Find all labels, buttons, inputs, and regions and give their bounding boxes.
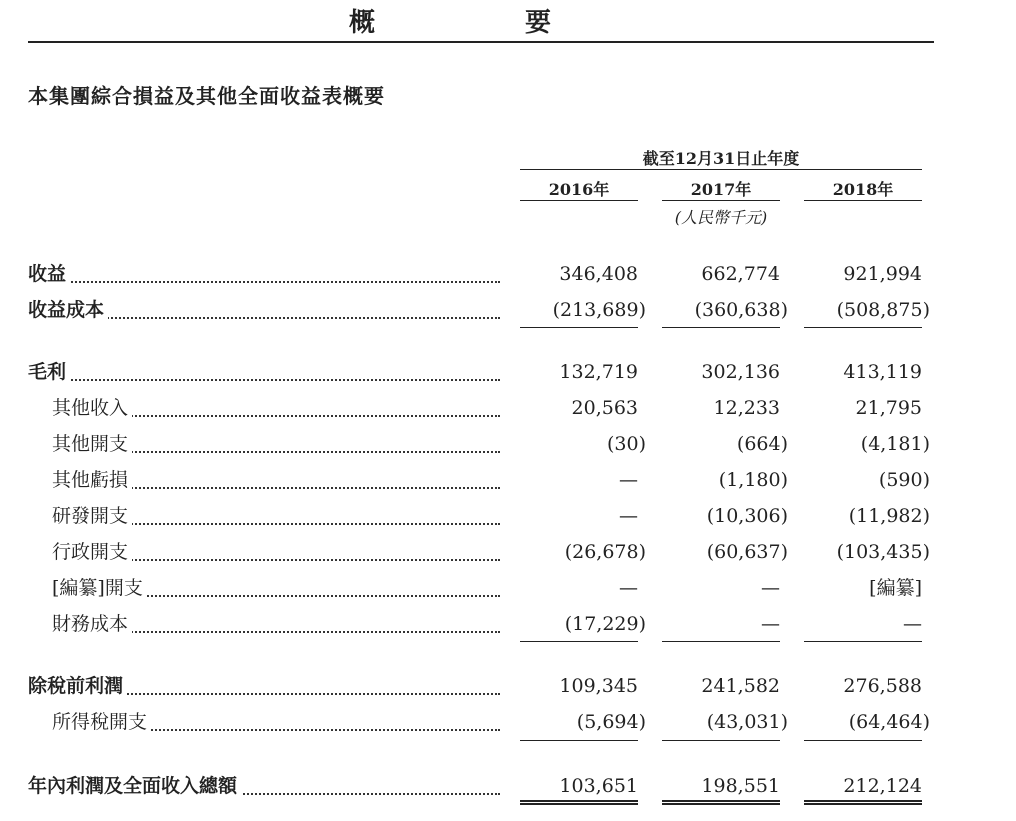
- cell-value-text: (5,694): [576, 711, 646, 733]
- leader-dots: [28, 379, 500, 381]
- subtotal-rule: [520, 641, 638, 642]
- subtotal-rule: [520, 740, 638, 741]
- cell-value: [804, 357, 922, 387]
- cell-value-text: (1,180): [718, 469, 788, 491]
- row-label: [52, 707, 500, 737]
- row-label-text: 年內利潤及全面收入總額: [28, 775, 241, 797]
- row-label-text: 毛利: [28, 361, 70, 383]
- cell-value: [804, 295, 930, 325]
- cell-value: [520, 357, 638, 387]
- year-header-2017: 2017年: [690, 180, 752, 199]
- cell-value: [662, 393, 780, 423]
- title-divider: [28, 41, 934, 43]
- cell-value-text: 12,233: [713, 397, 780, 419]
- cell-value: [662, 671, 780, 701]
- cell-value: [520, 295, 646, 325]
- cell-value: [520, 707, 646, 737]
- row-label-text: 其他開支: [52, 433, 132, 455]
- cell-value: [804, 573, 922, 603]
- row-label: [52, 609, 500, 639]
- cell-value-text: 212,124: [843, 775, 922, 797]
- cell-value-text: (213,689): [552, 299, 646, 321]
- row-label-text: 所得稅開支: [52, 711, 151, 733]
- row-label-text: [編纂]開支: [52, 577, 147, 599]
- cell-value: [662, 295, 788, 325]
- cell-value: [804, 429, 930, 459]
- row-label-text: 其他收入: [52, 397, 132, 419]
- cell-value-text: 241,582: [701, 675, 780, 697]
- row-label: [52, 393, 500, 423]
- cell-value-text: 302,136: [701, 361, 780, 383]
- year-header-2018: 2018年: [832, 180, 894, 199]
- cell-value: [520, 259, 638, 289]
- cell-value-text: (26,678): [564, 541, 646, 563]
- cell-value: [520, 671, 638, 701]
- cell-value-text: (64,464): [848, 711, 930, 733]
- row-label: [52, 501, 500, 531]
- total-double-rule: [520, 800, 638, 805]
- table-row: [0, 707, 1016, 737]
- cell-value: [804, 671, 922, 701]
- subtotal-rule: [804, 740, 922, 741]
- cell-value: [662, 465, 788, 495]
- cell-value: [662, 259, 780, 289]
- subtotal-rule: [804, 641, 922, 642]
- cell-value: [662, 429, 788, 459]
- cell-value-text: 132,719: [559, 361, 638, 383]
- cell-value-text: —: [903, 613, 922, 635]
- subtotal-rule: [662, 740, 780, 741]
- table-row: [0, 393, 1016, 423]
- row-label: [28, 295, 500, 325]
- cell-value: [662, 771, 780, 801]
- row-label-text: 其他虧損: [52, 469, 132, 491]
- row-label: [28, 771, 500, 801]
- table-row: [0, 573, 1016, 603]
- cell-value-text: 662,774: [701, 263, 780, 285]
- cell-value: [662, 609, 780, 639]
- subtotal-rule: [662, 641, 780, 642]
- cell-value-text: (664): [736, 433, 788, 455]
- row-label-text: 除稅前利潤: [28, 675, 127, 697]
- page-title: 概 要: [348, 8, 613, 38]
- total-double-rule: [662, 800, 780, 805]
- cell-value-text: (10,306): [706, 505, 788, 527]
- unit-label: (人民幣千元): [674, 208, 768, 227]
- table-row: [0, 357, 1016, 387]
- leader-dots: [28, 281, 500, 283]
- table-row: [0, 465, 1016, 495]
- table-row: [0, 671, 1016, 701]
- cell-value-text: (17,229): [564, 613, 646, 635]
- cell-value-text: 20,563: [571, 397, 638, 419]
- cell-value-text: 109,345: [559, 675, 638, 697]
- cell-value: [804, 259, 922, 289]
- cell-value-text: (60,637): [706, 541, 788, 563]
- cell-value-text: (30): [606, 433, 646, 455]
- subtotal-rule: [804, 327, 922, 328]
- subtotal-rule: [662, 327, 780, 328]
- cell-value: [662, 537, 788, 567]
- row-label-text: 財務成本: [52, 613, 132, 635]
- subtotal-rule: [520, 327, 638, 328]
- cell-value: [804, 707, 930, 737]
- period-header-rule: [520, 169, 922, 170]
- row-label: [52, 573, 500, 603]
- table-row: [0, 259, 1016, 289]
- cell-value-text: (590): [878, 469, 930, 491]
- cell-value: [804, 771, 922, 801]
- cell-value-text: —: [619, 505, 638, 527]
- cell-value-text: 103,651: [559, 775, 638, 797]
- row-label-text: 行政開支: [52, 541, 132, 563]
- row-label: [52, 429, 500, 459]
- cell-value: [520, 771, 638, 801]
- cell-value-text: (103,435): [836, 541, 930, 563]
- cell-value-text: 276,588: [843, 675, 922, 697]
- cell-value: [520, 537, 646, 567]
- table-row: [0, 295, 1016, 325]
- row-label-text: 收益成本: [28, 299, 108, 321]
- row-label: [28, 671, 500, 701]
- total-double-rule: [804, 800, 922, 805]
- cell-value-text: —: [619, 577, 638, 599]
- table-row: [0, 771, 1016, 801]
- cell-value-text: 921,994: [843, 263, 922, 285]
- row-label: [28, 259, 500, 289]
- year-rule: [520, 200, 638, 201]
- cell-value: [804, 609, 922, 639]
- row-label: [52, 465, 500, 495]
- cell-value: [662, 707, 788, 737]
- year-rule: [662, 200, 780, 201]
- cell-value: [662, 573, 780, 603]
- row-label-text: 研發開支: [52, 505, 132, 527]
- year-header-2016: 2016年: [548, 180, 610, 199]
- row-label: [52, 537, 500, 567]
- table-row: [0, 501, 1016, 531]
- cell-value-text: —: [761, 613, 780, 635]
- cell-value: [804, 537, 930, 567]
- year-rule: [804, 200, 922, 201]
- cell-value-text: 346,408: [559, 263, 638, 285]
- cell-value-text: —: [761, 577, 780, 599]
- row-label: [28, 357, 500, 387]
- cell-value: [520, 393, 638, 423]
- cell-value-text: 413,119: [843, 361, 922, 383]
- cell-value-text: 198,551: [701, 775, 780, 797]
- row-label-text: 收益: [28, 263, 70, 285]
- cell-value-text: (360,638): [694, 299, 788, 321]
- cell-value-text: (43,031): [706, 711, 788, 733]
- cell-value: [520, 501, 638, 531]
- table-row: [0, 537, 1016, 567]
- cell-value: [520, 609, 646, 639]
- cell-value-text: (4,181): [860, 433, 930, 455]
- table-row: [0, 429, 1016, 459]
- section-title: 本集團綜合損益及其他全面收益表概要: [28, 84, 385, 108]
- cell-value-text: 21,795: [855, 397, 922, 419]
- cell-value: [662, 501, 788, 531]
- cell-value-text: [編纂]: [869, 577, 922, 599]
- cell-value-text: (508,875): [836, 299, 930, 321]
- cell-value: [804, 501, 930, 531]
- cell-value: [520, 465, 638, 495]
- cell-value-text: (11,982): [848, 505, 930, 527]
- table-row: [0, 609, 1016, 639]
- cell-value: [520, 573, 638, 603]
- cell-value: [520, 429, 646, 459]
- cell-value: [804, 465, 930, 495]
- period-header: 截至12月31日止年度: [642, 149, 800, 168]
- cell-value: [804, 393, 922, 423]
- cell-value: [662, 357, 780, 387]
- cell-value-text: —: [619, 469, 638, 491]
